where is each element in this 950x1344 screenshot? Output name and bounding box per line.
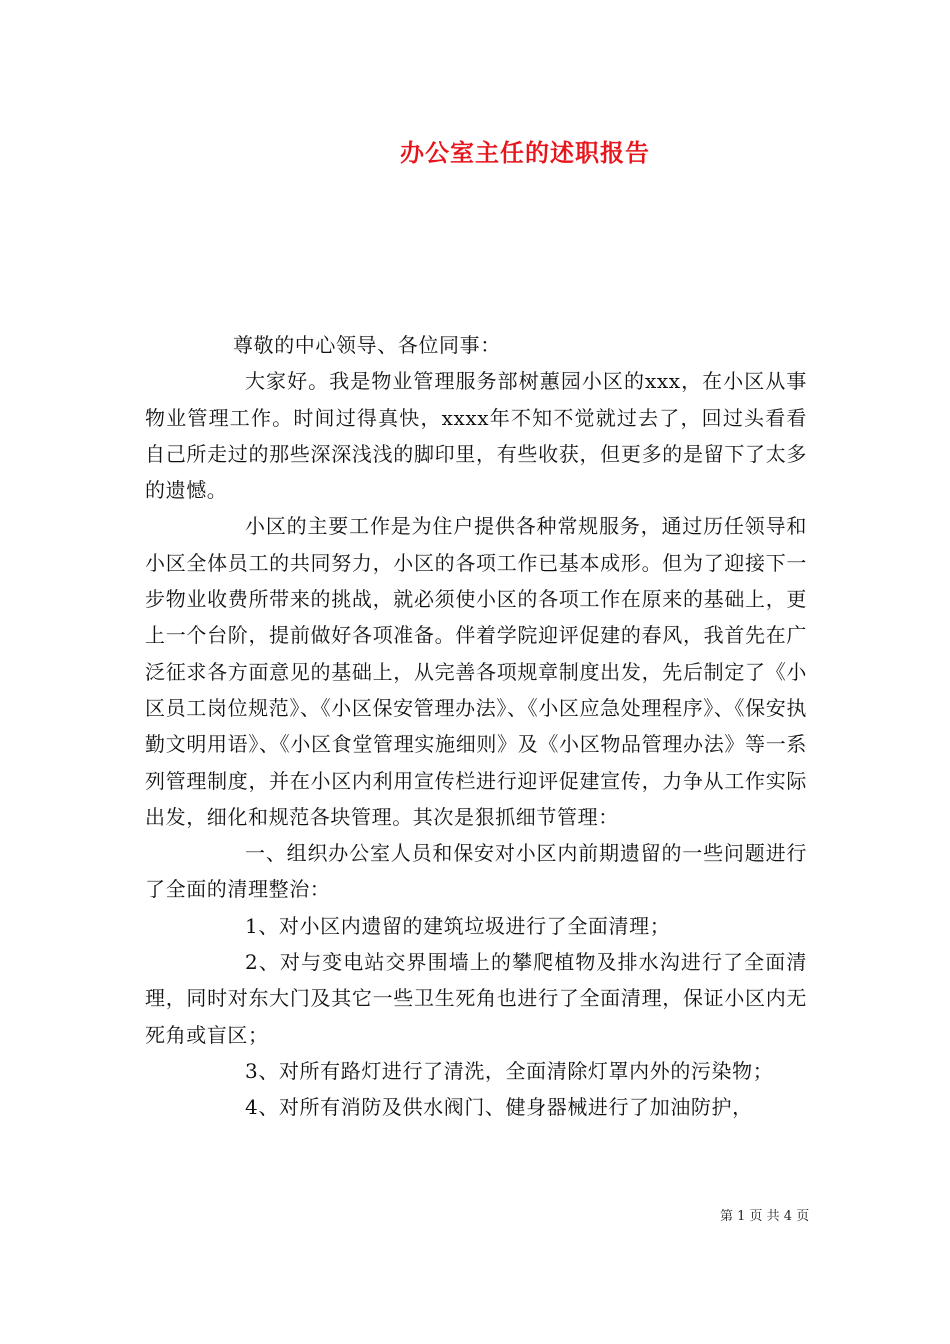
paragraph-3: 一、组织办公室人员和保安对小区内前期遗留的一些问题进行了全面的清理整治： — [145, 841, 807, 902]
salutation: 尊敬的中心领导、各位同事： — [233, 333, 501, 357]
paragraph-7: 4、对所有消防及供水阀门、健身器械进行了加油防护， — [245, 1095, 753, 1120]
paragraph-2: 小区的主要工作是为住户提供各种常规服务，通过历任领导和小区全体员工的共同努力，小区的各项工作已基本成形。但为了迎接下一步物业收费所带来的挑战，就必须使小区的各项工作在原来的基础上，更上一个台阶，提前做好各项准备。伴着学院迎评促建的春风，我首先在广泛征求各方面意见的基础上，从完善各项规章制度出发，先后制定了《小区员工岗位规范》、《小区保安管理办法》、《小区应急处理程序》、《保安执勤文明用语》、《小区食堂管理实施细则》及《小区物品管理办法》等一系列管理制度，并在小区内利用宣传栏进行迎评促建宣传，力争从工作实际出发，细化和规范各块管理。其次是狠抓细节管理： — [145, 514, 807, 829]
paragraph-4: 1、对小区内遗留的建筑垃圾进行了全面清理； — [245, 913, 671, 938]
paragraph-6: 3、对所有路灯进行了清洗，全面清除灯罩内外的污染物； — [245, 1058, 774, 1083]
paragraph-5: 2、对与变电站交界围墙上的攀爬植物及排水沟进行了全面清理，同时对东大门及其它一些卫生死角也进行了全面清理，保证小区内无死角或盲区； — [145, 950, 807, 1047]
page-number-footer: 第 1 页 共 4 页 — [720, 1209, 810, 1224]
paragraph-1: 大家好。我是物业管理服务部树蕙园小区的xxx，在小区从事物业管理工作。时间过得真快，xxxx年不知不觉就过去了，回过头看看自己所走过的那些深深浅浅的脚印里，有些收获，但更多的是留下了太多的遗憾。 — [145, 369, 807, 503]
document-title: 办公室主任的述职报告 — [400, 138, 650, 167]
document-body — [145, 327, 807, 1126]
